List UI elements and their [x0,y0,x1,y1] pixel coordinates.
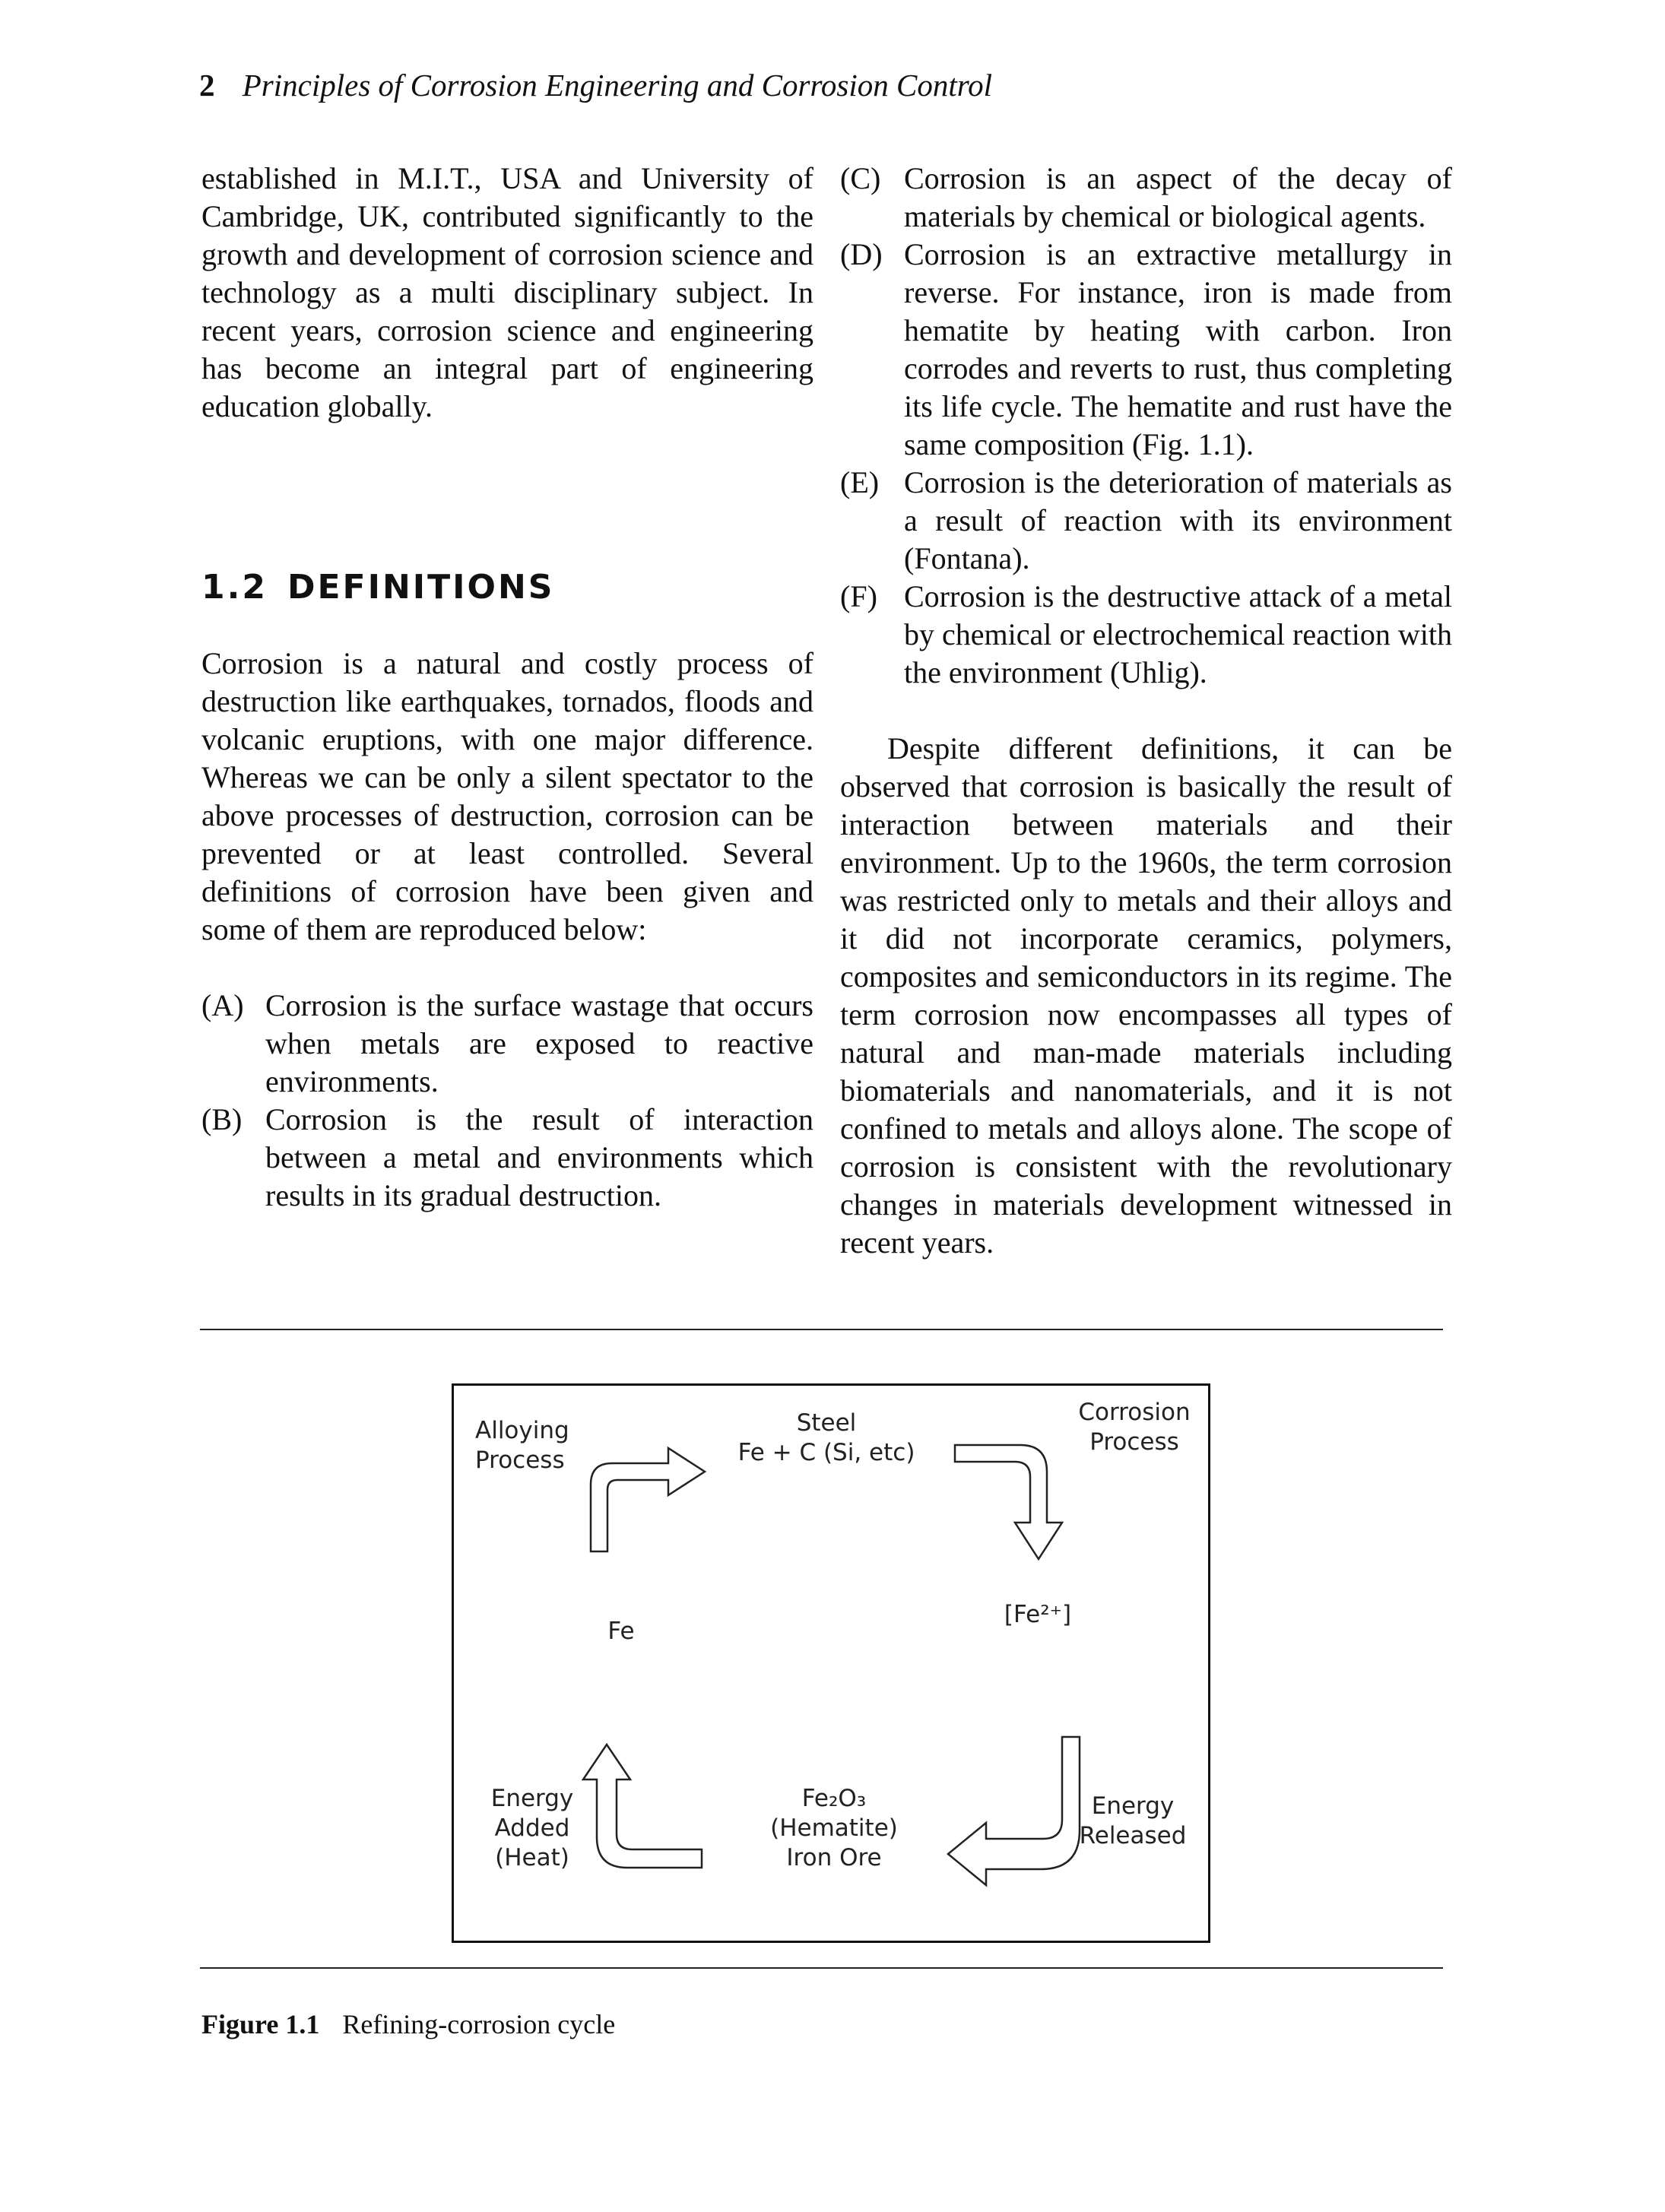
energy-added-arrow-icon [583,1745,702,1868]
heat-word: (Heat) [495,1844,569,1871]
energy-word: Energy [490,1785,574,1812]
alloying-arrow-icon [591,1448,705,1551]
definition-item [201,1101,813,1215]
definition-item [840,236,1452,464]
corrosion-arrow-icon [955,1445,1062,1559]
definition-text: Corrosion is the deterioration of materials as a result of reaction with its environment (Fontana). [904,465,1452,575]
steel-label [735,1409,918,1468]
intro-paragraph: established in M.I.T., USA and University of Cambridge, UK, contributed significantly to the growth and development of corrosion science and technology as a multi disciplinary subject. In recent years, corrosion science and engineering has become an integral part of engineering education globally. [201,161,813,423]
definition-text: Corrosion is the result of interaction between a metal and environments which results in its gradual destruction. [265,1102,813,1212]
section-number: 1.2 [201,568,268,607]
hematite-word: (Hematite) [770,1814,898,1842]
process-word: Process [475,1447,565,1474]
definition-item [201,987,813,1101]
energy-released-label [1076,1792,1190,1851]
figure-bottom-rule [200,1967,1443,1969]
section-heading [201,569,813,607]
definition-list-left [201,987,813,1215]
caption-number: Figure 1.1 [201,2009,320,2039]
process-word: Process [1089,1428,1179,1456]
running-header [199,67,992,103]
alloying-process-label [475,1416,569,1475]
definition-item [840,160,1452,236]
running-title: Principles of Corrosion Engineering and Corrosion Control [242,68,993,103]
caption-text: Refining-corrosion cycle [342,2009,616,2039]
released-word: Released [1079,1822,1187,1849]
definition-item [840,578,1452,692]
closing-paragraph: Despite different definitions, it can be observed that corrosion is basically the result of interaction between materials and their environment. Up to the 1960s, the term corrosion was restricted only to metals and their alloys and it did not incorporate ceramics, polymers, composites and semiconductors in its regime. The term corrosion now encompasses all types of natural and man-made materials including biomaterials and nanomaterials, and it is not confined to metals and alloys alone. The scope of corrosion is consistent with the revolutionary changes in materials development witnessed in recent years. [840,731,1452,1260]
steel-word: Steel [796,1409,857,1437]
definition-label: (B) [201,1102,243,1136]
alloying-word: Alloying [475,1417,569,1444]
definition-text: Corrosion is the destructive attack of a metal by chemical or electrochemical reaction with the environment (Uhlig). [904,579,1452,689]
figure-top-rule [200,1329,1443,1330]
fe-label: Fe [607,1618,635,1645]
energy-added-label [490,1784,574,1873]
iron-ore-word: Iron Ore [786,1844,882,1871]
definition-text: Corrosion is the surface wastage that occurs when metals are exposed to reactive environments. [265,988,813,1098]
steel-formula: Fe + C (Si, etc) [737,1439,915,1466]
definition-label: (D) [840,237,883,271]
definition-list-right [840,160,1452,692]
refining-corrosion-diagram [452,1383,1210,1943]
corrosion-word: Corrosion [1078,1399,1191,1426]
page-number: 2 [199,68,215,103]
left-column [201,160,813,1215]
definition-item [840,464,1452,578]
right-column [840,160,1452,1262]
section-title: DEFINITIONS [287,568,555,607]
energy-released-arrow-icon [948,1737,1080,1885]
definition-text: Corrosion is an aspect of the decay of materials by chemical or biological agents. [904,161,1452,233]
definition-label: (E) [840,465,880,499]
energy-word: Energy [1091,1792,1175,1820]
figure-caption [201,2008,615,2040]
hematite-label [750,1784,918,1873]
definition-text: Corrosion is an extractive metallurgy in reverse. For instance, iron is made from hematite by heating with carbon. Iron corrodes and reverts to rust, thus completing its life cycle. The hematite and rust have the same composition (Fig. 1.1). [904,237,1452,461]
definition-label: (C) [840,161,881,195]
section-paragraph: Corrosion is a natural and costly process of destruction like earthquakes, tornados, floods and volcanic eruptions, with one major difference. Whereas we can be only a silent spectator to the above processes of destruction, corrosion can be prevented or at least controlled. Several definitions of corrosion have been given and some of them are reproduced below: [201,646,813,946]
fe-ion-label: [Fe²⁺] [1004,1601,1072,1628]
corrosion-process-label [1070,1398,1199,1457]
added-word: Added [494,1814,570,1842]
hematite-formula: Fe₂O₃ [801,1785,867,1812]
definition-label: (A) [201,988,244,1022]
definition-label: (F) [840,579,877,613]
